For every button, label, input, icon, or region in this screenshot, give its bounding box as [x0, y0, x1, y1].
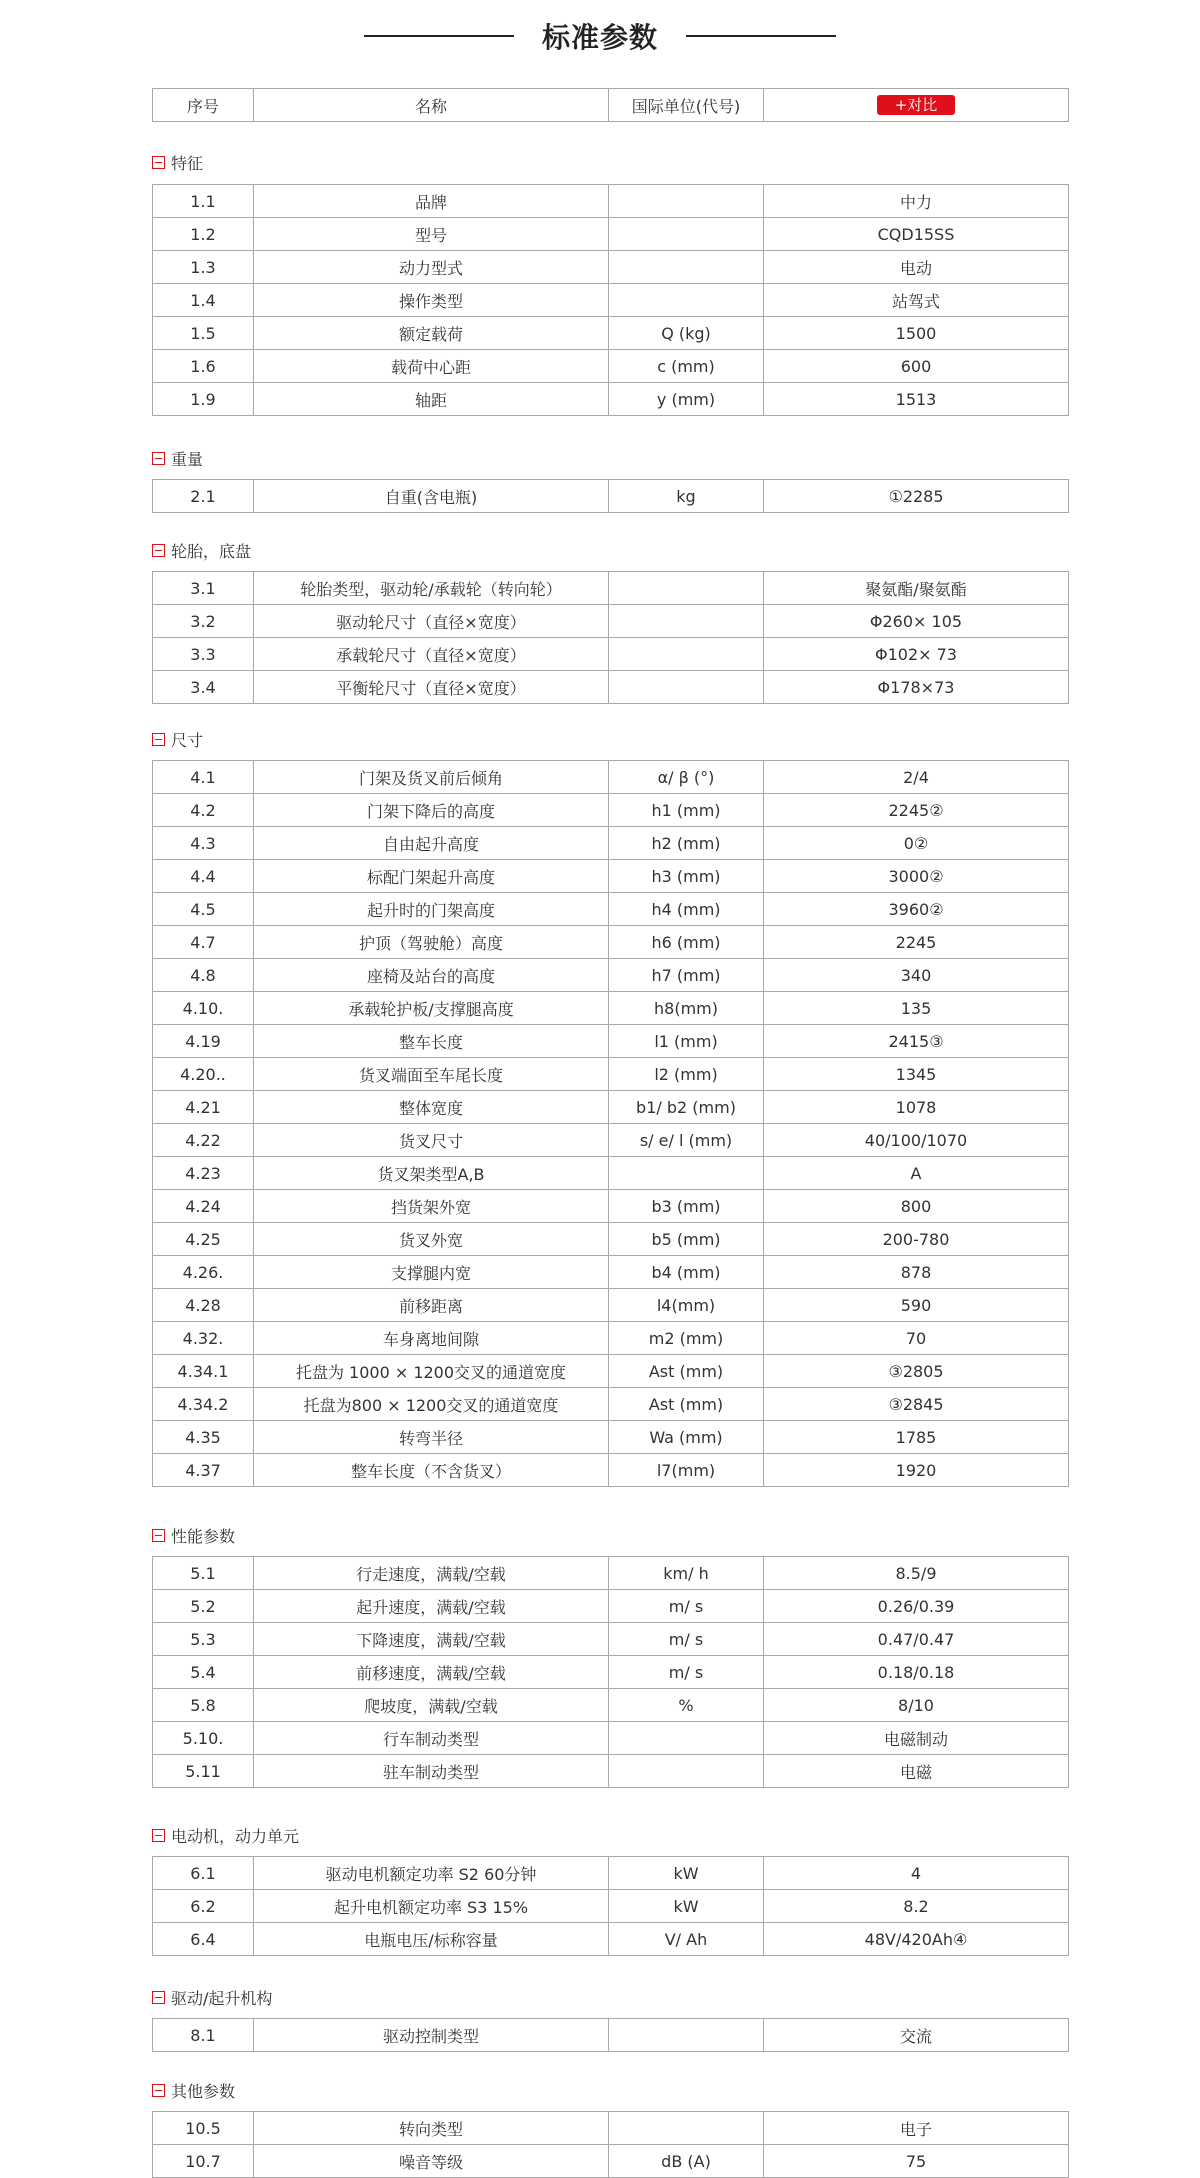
spec-unit [609, 638, 764, 671]
spec-value: 2/4 [764, 761, 1069, 794]
section-title: 尺寸 [171, 730, 204, 750]
spec-value: 0.18/0.18 [764, 1656, 1069, 1689]
spec-value: 8.5/9 [764, 1557, 1069, 1590]
spec-unit: V/ Ah [609, 1923, 764, 1956]
spec-name: 平衡轮尺寸（直径×宽度） [254, 671, 609, 704]
spec-unit [609, 572, 764, 605]
spec-name: 品牌 [254, 185, 609, 218]
spec-name: 下降速度，满载/空载 [254, 1623, 609, 1656]
spec-no: 5.8 [153, 1689, 254, 1722]
spec-name: 挡货架外宽 [254, 1190, 609, 1223]
table-row [153, 1689, 1069, 1722]
spec-name: 型号 [254, 218, 609, 251]
spec-name: 驱动电机额定功率 S2 60分钟 [254, 1857, 609, 1890]
section-header[interactable] [152, 1523, 235, 1547]
spec-unit: kg [609, 480, 764, 513]
table-row [153, 671, 1069, 704]
table-row [153, 926, 1069, 959]
collapse-icon[interactable] [152, 1529, 165, 1542]
table-row [153, 1091, 1069, 1124]
spec-name: 座椅及站台的高度 [254, 959, 609, 992]
spec-table [152, 1556, 1069, 1788]
title-right-rule [686, 35, 836, 37]
spec-no: 3.1 [153, 572, 254, 605]
table-row [153, 383, 1069, 416]
spec-no: 5.10. [153, 1722, 254, 1755]
spec-value: 1500 [764, 317, 1069, 350]
spec-unit: b3 (mm) [609, 1190, 764, 1223]
section-title: 轮胎，底盘 [171, 541, 252, 561]
spec-unit: kW [609, 1890, 764, 1923]
spec-no: 4.3 [153, 827, 254, 860]
spec-table [152, 479, 1069, 513]
spec-no: 4.19 [153, 1025, 254, 1058]
table-row [153, 1421, 1069, 1454]
table-row [153, 959, 1069, 992]
table-row [153, 350, 1069, 383]
spec-unit: b4 (mm) [609, 1256, 764, 1289]
section-header[interactable] [152, 1823, 299, 1847]
spec-no: 1.9 [153, 383, 254, 416]
spec-unit: h8(mm) [609, 992, 764, 1025]
spec-value: Φ102× 73 [764, 638, 1069, 671]
spec-value: Φ260× 105 [764, 605, 1069, 638]
table-row [153, 284, 1069, 317]
header-col-compare [764, 89, 1069, 122]
spec-no: 6.2 [153, 1890, 254, 1923]
table-row [153, 1923, 1069, 1956]
spec-unit [609, 1157, 764, 1190]
spec-name: 转向类型 [254, 2112, 609, 2145]
table-row [153, 1454, 1069, 1487]
section-header[interactable] [152, 727, 203, 751]
spec-name: 护顶（驾驶舱）高度 [254, 926, 609, 959]
spec-name: 托盘为800 × 1200交叉的通道宽度 [254, 1388, 609, 1421]
spec-no: 5.4 [153, 1656, 254, 1689]
spec-no: 4.37 [153, 1454, 254, 1487]
spec-name: 轮胎类型，驱动轮/承载轮（转向轮） [254, 572, 609, 605]
table-row [153, 860, 1069, 893]
spec-no: 8.1 [153, 2019, 254, 2052]
spec-no: 4.22 [153, 1124, 254, 1157]
spec-value: 1345 [764, 1058, 1069, 1091]
spec-unit: l7(mm) [609, 1454, 764, 1487]
spec-name: 轴距 [254, 383, 609, 416]
spec-no: 1.5 [153, 317, 254, 350]
spec-no: 2.1 [153, 480, 254, 513]
table-row [153, 1190, 1069, 1223]
spec-name: 噪音等级 [254, 2145, 609, 2178]
spec-value: 中力 [764, 185, 1069, 218]
spec-value: 8.2 [764, 1890, 1069, 1923]
spec-unit: l4(mm) [609, 1289, 764, 1322]
section-header[interactable] [152, 150, 203, 174]
spec-value: 878 [764, 1256, 1069, 1289]
spec-unit [609, 1755, 764, 1788]
table-row [153, 1058, 1069, 1091]
spec-name: 门架及货叉前后倾角 [254, 761, 609, 794]
spec-unit: m/ s [609, 1623, 764, 1656]
spec-name: 行车制动类型 [254, 1722, 609, 1755]
spec-unit [609, 251, 764, 284]
spec-value: 800 [764, 1190, 1069, 1223]
spec-unit: y (mm) [609, 383, 764, 416]
collapse-icon[interactable] [152, 156, 165, 169]
spec-no: 4.5 [153, 893, 254, 926]
spec-unit: m/ s [609, 1656, 764, 1689]
spec-name: 托盘为 1000 × 1200交叉的通道宽度 [254, 1355, 609, 1388]
header-col-unit: 国际单位(代号) [609, 89, 764, 122]
table-row [153, 1157, 1069, 1190]
spec-value: 1785 [764, 1421, 1069, 1454]
spec-unit [609, 2112, 764, 2145]
spec-name: 前移速度，满载/空载 [254, 1656, 609, 1689]
table-row [153, 480, 1069, 513]
spec-name: 转弯半径 [254, 1421, 609, 1454]
spec-table [152, 1856, 1069, 1956]
section-title: 其他参数 [171, 2081, 236, 2101]
spec-unit: h4 (mm) [609, 893, 764, 926]
spec-name: 动力型式 [254, 251, 609, 284]
spec-name: 驱动控制类型 [254, 2019, 609, 2052]
table-row [153, 893, 1069, 926]
spec-value: 聚氨酯/聚氨酯 [764, 572, 1069, 605]
table-row [153, 1124, 1069, 1157]
spec-no: 5.3 [153, 1623, 254, 1656]
table-row [153, 794, 1069, 827]
spec-unit: h7 (mm) [609, 959, 764, 992]
spec-name: 额定载荷 [254, 317, 609, 350]
spec-name: 自由起升高度 [254, 827, 609, 860]
header-col-no: 序号 [153, 89, 254, 122]
table-row [153, 1025, 1069, 1058]
spec-name: 起升时的门架高度 [254, 893, 609, 926]
collapse-icon[interactable] [152, 733, 165, 746]
compare-button[interactable]: +对比 [877, 95, 956, 115]
spec-no: 4.23 [153, 1157, 254, 1190]
spec-no: 4.20.. [153, 1058, 254, 1091]
table-row [153, 1355, 1069, 1388]
spec-no: 4.4 [153, 860, 254, 893]
spec-no: 4.35 [153, 1421, 254, 1454]
table-row [153, 1289, 1069, 1322]
spec-no: 3.2 [153, 605, 254, 638]
spec-unit: b1/ b2 (mm) [609, 1091, 764, 1124]
spec-value: 电磁制动 [764, 1722, 1069, 1755]
spec-unit: α/ β (°) [609, 761, 764, 794]
spec-value: 3000② [764, 860, 1069, 893]
spec-value: 电动 [764, 251, 1069, 284]
spec-unit: Ast (mm) [609, 1355, 764, 1388]
table-row [153, 761, 1069, 794]
spec-value: 2245② [764, 794, 1069, 827]
spec-no: 10.5 [153, 2112, 254, 2145]
table-row [153, 251, 1069, 284]
spec-unit: l2 (mm) [609, 1058, 764, 1091]
table-row [153, 1256, 1069, 1289]
spec-value: 3960② [764, 893, 1069, 926]
spec-name: 起升电机额定功率 S3 15% [254, 1890, 609, 1923]
spec-unit [609, 671, 764, 704]
spec-no: 6.4 [153, 1923, 254, 1956]
spec-value: ③2805 [764, 1355, 1069, 1388]
title-left-rule [364, 35, 514, 37]
page-title: 标准参数 [541, 21, 658, 54]
spec-unit [609, 185, 764, 218]
spec-unit: kW [609, 1857, 764, 1890]
spec-unit [609, 605, 764, 638]
collapse-icon[interactable] [152, 2084, 165, 2097]
spec-name: 支撑腿内宽 [254, 1256, 609, 1289]
spec-name: 整车长度（不含货叉） [254, 1454, 609, 1487]
spec-value: 40/100/1070 [764, 1124, 1069, 1157]
spec-value: 1078 [764, 1091, 1069, 1124]
spec-name: 整车长度 [254, 1025, 609, 1058]
spec-name: 自重(含电瓶) [254, 480, 609, 513]
spec-value: 340 [764, 959, 1069, 992]
table-row [153, 1322, 1069, 1355]
section-header[interactable] [152, 538, 251, 562]
spec-value: 站驾式 [764, 284, 1069, 317]
table-row [153, 185, 1069, 218]
spec-name: 驱动轮尺寸（直径×宽度） [254, 605, 609, 638]
spec-unit [609, 284, 764, 317]
table-row [153, 1557, 1069, 1590]
spec-no: 1.4 [153, 284, 254, 317]
spec-no: 1.3 [153, 251, 254, 284]
section-header[interactable] [152, 1985, 272, 2009]
table-row [153, 827, 1069, 860]
table-row [153, 1656, 1069, 1689]
spec-unit: Ast (mm) [609, 1388, 764, 1421]
spec-unit [609, 2019, 764, 2052]
spec-unit [609, 1722, 764, 1755]
collapse-icon[interactable] [152, 1991, 165, 2004]
spec-unit: % [609, 1689, 764, 1722]
collapse-icon[interactable] [152, 452, 165, 465]
spec-name: 货叉端面至车尾长度 [254, 1058, 609, 1091]
spec-value: 1920 [764, 1454, 1069, 1487]
spec-value: ①2285 [764, 480, 1069, 513]
table-row [153, 1223, 1069, 1256]
table-row [153, 2019, 1069, 2052]
spec-no: 4.2 [153, 794, 254, 827]
spec-value: CQD15SS [764, 218, 1069, 251]
spec-no: 3.4 [153, 671, 254, 704]
spec-no: 4.7 [153, 926, 254, 959]
spec-name: 货叉外宽 [254, 1223, 609, 1256]
spec-unit [609, 218, 764, 251]
spec-name: 前移距离 [254, 1289, 609, 1322]
collapse-icon[interactable] [152, 544, 165, 557]
table-row [153, 317, 1069, 350]
spec-unit: m/ s [609, 1590, 764, 1623]
spec-name: 承载轮尺寸（直径×宽度） [254, 638, 609, 671]
spec-value: 8/10 [764, 1689, 1069, 1722]
section-header[interactable] [152, 2078, 235, 2102]
spec-name: 货叉尺寸 [254, 1124, 609, 1157]
spec-no: 4.8 [153, 959, 254, 992]
spec-value: 0② [764, 827, 1069, 860]
spec-table [152, 184, 1069, 416]
spec-name: 行走速度，满载/空载 [254, 1557, 609, 1590]
collapse-icon[interactable] [152, 1829, 165, 1842]
table-row [153, 572, 1069, 605]
table-row [153, 638, 1069, 671]
spec-value: 48V/420Ah④ [764, 1923, 1069, 1956]
spec-value: 0.47/0.47 [764, 1623, 1069, 1656]
spec-table [152, 760, 1069, 1487]
spec-name: 承载轮护板/支撑腿高度 [254, 992, 609, 1025]
spec-unit: m2 (mm) [609, 1322, 764, 1355]
spec-no: 5.1 [153, 1557, 254, 1590]
table-row [153, 1890, 1069, 1923]
spec-no: 4.21 [153, 1091, 254, 1124]
table-row [153, 1722, 1069, 1755]
spec-value: 70 [764, 1322, 1069, 1355]
spec-no: 4.24 [153, 1190, 254, 1223]
section-title: 驱动/起升机构 [171, 1988, 273, 2008]
spec-value: ③2845 [764, 1388, 1069, 1421]
spec-value: 135 [764, 992, 1069, 1025]
spec-unit: dB (A) [609, 2145, 764, 2178]
spec-no: 3.3 [153, 638, 254, 671]
spec-value: 4 [764, 1857, 1069, 1890]
header-row [153, 89, 1069, 122]
spec-no: 4.10. [153, 992, 254, 1025]
section-title: 重量 [171, 449, 204, 469]
spec-unit: h3 (mm) [609, 860, 764, 893]
section-title: 特征 [171, 153, 204, 173]
spec-no: 1.1 [153, 185, 254, 218]
spec-unit: h1 (mm) [609, 794, 764, 827]
table-row [153, 1623, 1069, 1656]
spec-name: 操作类型 [254, 284, 609, 317]
spec-no: 4.25 [153, 1223, 254, 1256]
spec-value: 交流 [764, 2019, 1069, 2052]
spec-unit: s/ e/ l (mm) [609, 1124, 764, 1157]
table-row [153, 1590, 1069, 1623]
spec-no: 4.1 [153, 761, 254, 794]
spec-unit: km/ h [609, 1557, 764, 1590]
spec-no: 10.7 [153, 2145, 254, 2178]
section-header[interactable] [152, 446, 203, 470]
table-row [153, 605, 1069, 638]
table-row [153, 1857, 1069, 1890]
spec-value: 75 [764, 2145, 1069, 2178]
spec-name: 标配门架起升高度 [254, 860, 609, 893]
spec-unit: b5 (mm) [609, 1223, 764, 1256]
section-title: 性能参数 [171, 1526, 236, 1546]
spec-name: 货叉架类型A,B [254, 1157, 609, 1190]
spec-table [152, 571, 1069, 704]
spec-unit: l1 (mm) [609, 1025, 764, 1058]
spec-name: 车身离地间隙 [254, 1322, 609, 1355]
spec-no: 4.34.1 [153, 1355, 254, 1388]
spec-unit: h2 (mm) [609, 827, 764, 860]
spec-table [152, 2111, 1069, 2178]
spec-no: 5.2 [153, 1590, 254, 1623]
header-table [152, 88, 1069, 122]
spec-unit: Q (kg) [609, 317, 764, 350]
section-title: 电动机，动力单元 [171, 1826, 300, 1846]
spec-name: 电瓶电压/标称容量 [254, 1923, 609, 1956]
spec-no: 5.11 [153, 1755, 254, 1788]
table-row [153, 1755, 1069, 1788]
spec-unit: c (mm) [609, 350, 764, 383]
spec-value: 电子 [764, 2112, 1069, 2145]
table-row [153, 2145, 1069, 2178]
spec-no: 4.28 [153, 1289, 254, 1322]
spec-name: 起升速度，满载/空载 [254, 1590, 609, 1623]
spec-value: 200-780 [764, 1223, 1069, 1256]
spec-no: 6.1 [153, 1857, 254, 1890]
table-row [153, 1388, 1069, 1421]
spec-no: 1.2 [153, 218, 254, 251]
spec-value: 2245 [764, 926, 1069, 959]
spec-value: 电磁 [764, 1755, 1069, 1788]
spec-no: 4.26. [153, 1256, 254, 1289]
spec-name: 载荷中心距 [254, 350, 609, 383]
spec-value: 0.26/0.39 [764, 1590, 1069, 1623]
spec-value: 1513 [764, 383, 1069, 416]
spec-name: 爬坡度，满载/空载 [254, 1689, 609, 1722]
spec-table [152, 2018, 1069, 2052]
spec-value: 2415③ [764, 1025, 1069, 1058]
table-row [153, 218, 1069, 251]
header-col-name: 名称 [254, 89, 609, 122]
spec-name: 驻车制动类型 [254, 1755, 609, 1788]
table-row [153, 2112, 1069, 2145]
spec-unit: h6 (mm) [609, 926, 764, 959]
table-row [153, 992, 1069, 1025]
spec-value: Φ178×73 [764, 671, 1069, 704]
spec-name: 整体宽度 [254, 1091, 609, 1124]
spec-value: 600 [764, 350, 1069, 383]
spec-no: 4.32. [153, 1322, 254, 1355]
spec-no: 1.6 [153, 350, 254, 383]
spec-value: A [764, 1157, 1069, 1190]
spec-name: 门架下降后的高度 [254, 794, 609, 827]
spec-no: 4.34.2 [153, 1388, 254, 1421]
page-title-bar [0, 14, 1200, 58]
spec-unit: Wa (mm) [609, 1421, 764, 1454]
spec-value: 590 [764, 1289, 1069, 1322]
